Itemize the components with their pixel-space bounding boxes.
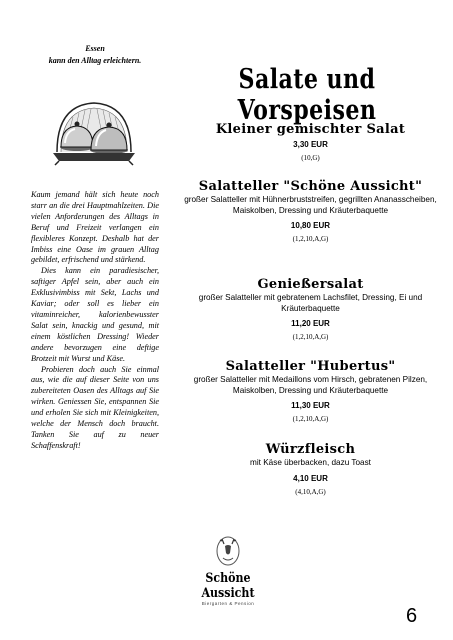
cloche-illustration xyxy=(49,97,139,167)
motto xyxy=(30,43,160,67)
intro-paragraph: Probieren doch auch Sie einmal aus, wie die auf dieser Seite von uns zubereiteten Oasen des Alltags auf Sie wirken. Geniessen Sie, entspannen Sie und erholen Sie sich mit Kleinigkeiten, welche der Mensch doch braucht. Tanken Sie auf zu neuer Schaffenskraft! xyxy=(31,364,159,450)
menu-item xyxy=(178,177,443,243)
menu-item-price: 10,80 EUR xyxy=(290,221,331,230)
menu-item-description: großer Salatteller mit Medaillons vom Hirsch, gebratenen Pilzen, Maiskolben, Dressing und Kräuterbaquette xyxy=(193,375,428,395)
menu-item xyxy=(178,440,443,496)
logo-name: Schöne Aussicht xyxy=(201,571,255,601)
intro-text xyxy=(31,190,159,452)
menu-item-price: 11,20 EUR xyxy=(291,319,330,328)
menu-item-description: großer Salatteller mit gebratenem Lachsfilet, Dressing, Ei und Kräuterbaquette xyxy=(198,293,423,313)
menu-item-name: Salatteller "Schöne Aussicht" xyxy=(198,179,423,194)
menu-item-price: 3,30 EUR xyxy=(293,140,328,149)
intro-paragraph: Dies kann ein paradiesischer, saftiger Apfel sein, aber auch ein Exklusivimbiss mit Sekt, Lachs und Kaviar; oder soll es lieber ein vitaminreicher, kalorienbewusster Salat sein, knackig und gesund, mit einem köstlichen Dressing! Wieder andere bevorzugen eine deftige Brotzeit mit Wurst und Käse. xyxy=(31,266,159,363)
menu-item-allergens: (1,2,10,A,G) xyxy=(292,415,329,423)
menu-item-allergens: (10,G) xyxy=(301,154,320,162)
menu-item-name: Kleiner gemischter Salat xyxy=(215,122,406,137)
menu-item-description: mit Käse überbacken, dazu Toast xyxy=(250,458,371,467)
menu-item-allergens: (1,2,10,A,G) xyxy=(292,235,329,243)
page-number: 6 xyxy=(406,605,418,627)
restaurant-logo xyxy=(183,534,273,606)
page-title: Salate und Vorspeisen xyxy=(237,64,377,126)
motto-line-2: kann den Alltag erleichtern. xyxy=(48,56,142,65)
menu-item xyxy=(178,357,443,423)
deer-emblem-icon xyxy=(215,534,241,566)
motto-line-1: Essen xyxy=(85,44,105,53)
menu-item-price: 11,30 EUR xyxy=(291,401,330,410)
menu-item-name: Salatteller "Hubertus" xyxy=(225,359,396,374)
intro-paragraph: Kaum jemand hält sich heute noch starr an die drei Hauptmahlzeiten. Die vielen Anforderungen des Alltags in Beruf und Freizeit verlangen ein flexibleres Konzept. Deshalb hat der Imbiss eine Oase im grauen Alltag gebildet, erfrischend und stärkend. xyxy=(31,190,159,265)
menu-item-name: Genießersalat xyxy=(257,277,364,292)
menu-item xyxy=(178,275,443,341)
menu-item-description: großer Salatteller mit Hühnerbruststreifen, gegrillten Ananasscheiben, Maiskolben, Dressing und Kräuterbaquette xyxy=(184,195,437,215)
menu-item xyxy=(178,120,443,162)
menu-item-allergens: (1,2,10,A,G) xyxy=(292,333,329,341)
menu-item-name: Würzfleisch xyxy=(265,442,356,457)
menu-item-allergens: (4,10,A,G) xyxy=(295,487,326,496)
menu-item-price: 4,10 EUR xyxy=(293,473,328,483)
logo-subtitle: Biergarten & Pension xyxy=(201,601,255,606)
